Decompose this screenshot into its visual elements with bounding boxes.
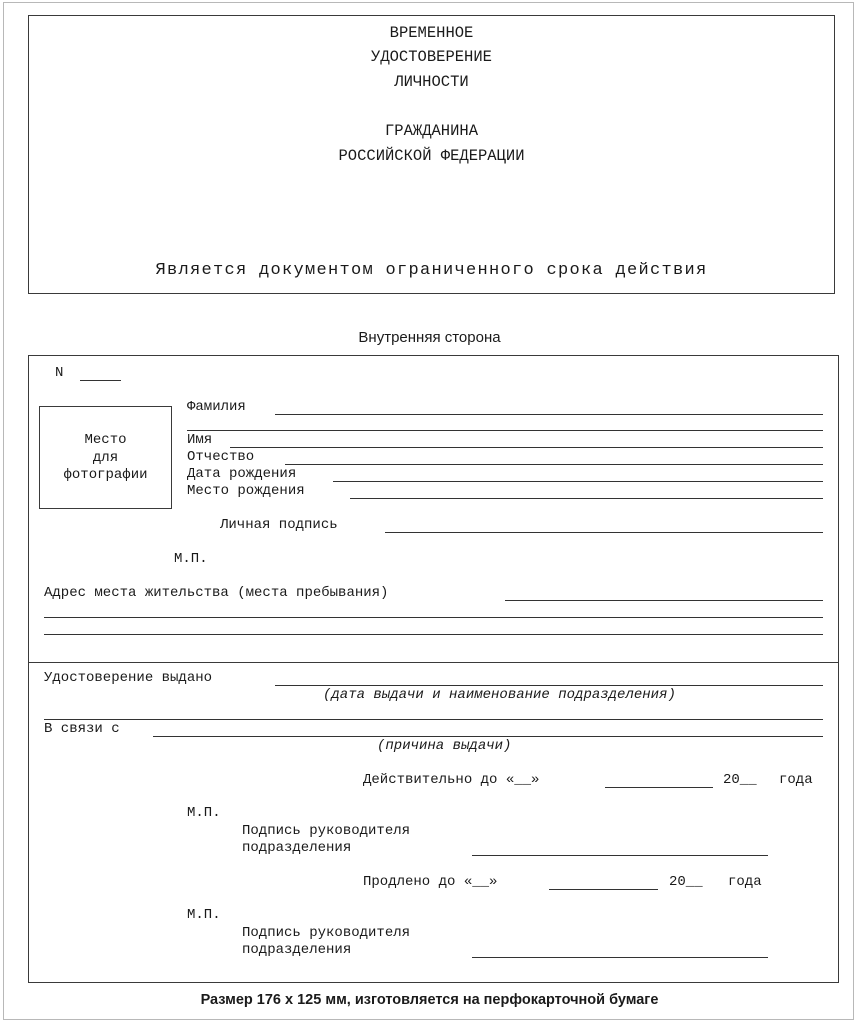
cover-subtitle-line-1: ГРАЖДАНИНА [384, 122, 478, 140]
head-signature-label-2-line-2: подразделения [242, 942, 352, 958]
reason-hint: (причина выдачи) [377, 738, 512, 754]
inner-divider [28, 662, 839, 663]
surname-field-line-2[interactable] [187, 430, 823, 431]
valid-until-year-prefix: 20__ [723, 772, 757, 788]
inner-side-caption: Внутренняя сторона [358, 329, 501, 346]
photo-label-line-3: фотографии [63, 467, 148, 483]
name-label: Имя [187, 432, 213, 448]
head-signature-line-2[interactable] [472, 957, 768, 958]
extended-year-prefix: 20__ [669, 874, 703, 890]
birth-date-label: Дата рождения [187, 466, 297, 482]
personal-signature-line[interactable] [385, 532, 823, 533]
cover-subtitle-line-2: РОССИЙСКОЙ ФЕДЕРАЦИИ [338, 147, 525, 165]
extended-label: Продлено до «__» [363, 874, 498, 890]
issue-stamp-label-1: М.П. [187, 805, 221, 821]
issued-field-line-2[interactable] [44, 719, 823, 720]
head-signature-label-2-line-1: Подпись руководителя [242, 925, 411, 941]
address-field-line-3[interactable] [44, 634, 823, 635]
extended-year-suffix: года [728, 874, 762, 890]
issue-stamp-label-2: М.П. [187, 907, 221, 923]
patronymic-label: Отчество [187, 449, 255, 465]
document-number-line [80, 380, 121, 381]
valid-until-month-line[interactable] [605, 787, 713, 788]
name-field-line[interactable] [230, 447, 823, 448]
issued-hint: (дата выдачи и наименование подразделения) [323, 687, 676, 703]
photo-label-line-1: Место [84, 432, 127, 448]
valid-until-year-suffix: года [779, 772, 813, 788]
cover-validity-note: Является документом ограниченного срока действия [155, 261, 708, 280]
footer-note: Размер 176 x 125 мм, изготовляется на перфокарточной бумаге [200, 992, 659, 1008]
stamp-label: М.П. [174, 551, 208, 567]
head-signature-label-1-line-1: Подпись руководителя [242, 823, 411, 839]
reason-field-line[interactable] [153, 736, 823, 737]
head-signature-line-1[interactable] [472, 855, 768, 856]
personal-signature-label: Личная подпись [220, 517, 338, 533]
surname-field-line[interactable] [275, 414, 823, 415]
photo-label-line-2: для [92, 450, 119, 466]
birth-place-field-line[interactable] [350, 498, 823, 499]
valid-until-label: Действительно до «__» [363, 772, 540, 788]
head-signature-label-1-line-2: подразделения [242, 840, 352, 856]
reason-label: В связи с [44, 721, 120, 737]
address-label: Адрес места жительства (места пребывания) [44, 585, 389, 601]
address-field-line[interactable] [505, 600, 823, 601]
issued-field-line[interactable] [275, 685, 823, 686]
cover-title-line-3: ЛИЧНОСТИ [394, 73, 469, 91]
cover-title-line-1: ВРЕМЕННОЕ [389, 24, 474, 42]
extended-month-line[interactable] [549, 889, 658, 890]
patronymic-field-line[interactable] [285, 464, 823, 465]
birth-date-field-line[interactable] [333, 481, 823, 482]
document-number-label: N [55, 365, 64, 381]
issued-label: Удостоверение выдано [44, 670, 213, 686]
birth-place-label: Место рождения [187, 483, 305, 499]
cover-title-line-2: УДОСТОВЕРЕНИЕ [371, 48, 492, 66]
address-field-line-2[interactable] [44, 617, 823, 618]
surname-label: Фамилия [187, 399, 246, 415]
